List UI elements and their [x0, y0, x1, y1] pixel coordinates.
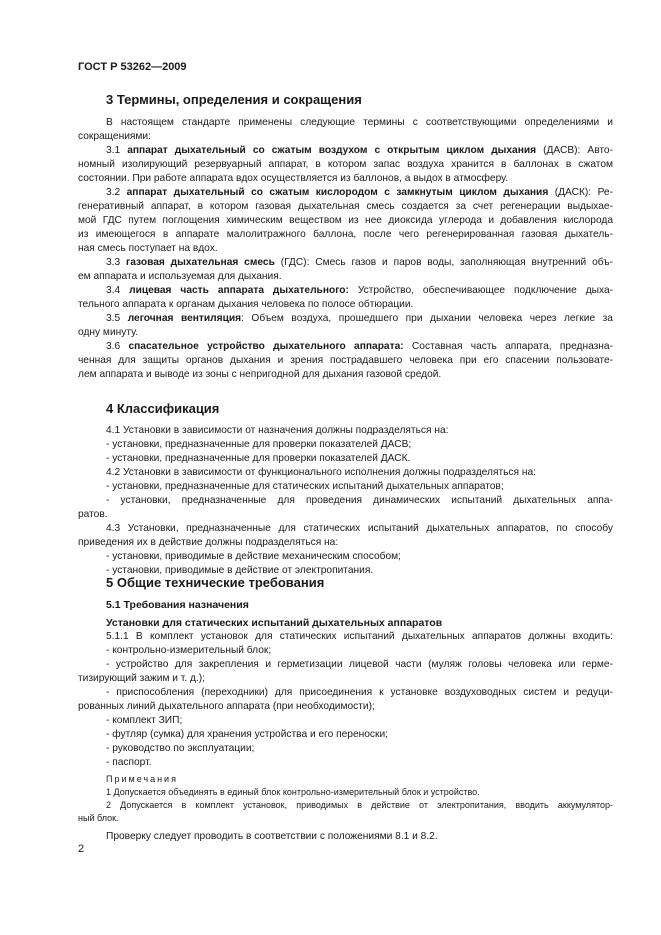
notes-title: Примечания [106, 774, 178, 784]
term-3-6-term: спасательное устройство дыхательного аппарата: [128, 341, 404, 352]
classification-line-2: - установки, предназначенные для проверки показателей ДАСВ; [106, 439, 412, 450]
term-3-2-line-3: мой ГДС путем поглощения химическим веществом из нее диоксида углерода и добавления кислорода [78, 215, 613, 226]
section-3-intro-line-2: сокращениями: [78, 131, 151, 142]
closing-text: Проверку следует проводить в соответствии с положениями 8.1 и 8.2. [106, 831, 438, 842]
term-3-2-rest: (ДАСК): Ре- [548, 187, 613, 198]
section-5-title: 5 Общие технические требования [106, 575, 325, 590]
classification-line-9: приведения их в действие должны подразделяться на: [78, 537, 339, 548]
term-3-5-rest: : Объем воздуха, прошедшего при дыхании человека через легкие за [241, 313, 613, 324]
term-3-6-rest: Составная часть аппарата, предназна- [403, 341, 613, 352]
term-3-1-line-3: состоянии. При работе аппарата вдох осуществляется из баллонов, а выдох в атмосферу. [78, 173, 509, 184]
term-3-5-first-line [106, 312, 613, 326]
subsection-static-title: Установки для статических испытаний дыхательных аппаратов [106, 617, 443, 629]
term-3-6-number: 3.6 [106, 341, 129, 352]
section-4-title: 4 Классификация [106, 401, 220, 416]
note-2-line-1: 2 Допускается в комплект установок, приводимых в действие от электропитания, вводить аккумулятор- [106, 800, 613, 810]
term-3-4-rest: Устройство, обеспечивающее подключение дыха- [348, 285, 614, 296]
term-3-2-line-2: генеративный аппарат, в котором газовая дыхательная смесь создается за счет регенерации выдыхае- [78, 201, 613, 212]
term-3-6-line-3: лем аппарата и выводе из зоны с непригодной для дыхания газовой средой. [78, 369, 442, 380]
term-3-4-number: 3.4 [106, 285, 130, 296]
requirements-line-1: 5.1.1 В комплект установок для статических испытаний дыхательных аппаратов должны входить: [106, 631, 613, 642]
term-3-3-first-line [106, 256, 613, 270]
term-3-2-number: 3.2 [106, 187, 127, 198]
classification-line-1: 4.1 Установки в зависимости от назначения должны подразделяться на: [106, 425, 449, 436]
requirements-line-2: - контрольно-измерительный блок; [106, 645, 272, 656]
term-3-6-first-line [106, 340, 613, 354]
classification-line-11: - установки, приводимые в действие от электропитания. [106, 565, 374, 576]
note-2-line-2: ный блок. [78, 813, 119, 823]
term-3-2-term: аппарат дыхательный со сжатым кислородом с замкнутым циклом дыхания [126, 187, 549, 198]
requirements-line-5: - приспособления (переходники) для присоединения к установке воздуховодных систем и редуци- [106, 687, 613, 698]
term-3-4-term: лицевая часть аппарата дыхательного: [129, 285, 349, 296]
term-3-3-number: 3.3 [106, 257, 127, 268]
requirements-line-7: - комплект ЗИП; [106, 715, 183, 726]
term-3-5-number: 3.5 [106, 313, 128, 324]
document-header: ГОСТ Р 53262—2009 [78, 61, 187, 73]
term-3-2-line-5: ная смесь поступает на вдох. [78, 243, 218, 254]
classification-line-4: 4.2 Установки в зависимости от функционального исполнения должны подразделяться на: [106, 467, 536, 478]
term-3-3-line-2: ем аппарата и используемая для дыхания. [78, 271, 282, 282]
note-1: 1 Допускается объединять в единый блок контрольно-измерительный блок и устройство. [106, 787, 480, 797]
term-3-1-number: 3.1 [106, 145, 128, 156]
classification-line-7: ратов. [78, 509, 108, 520]
term-3-1-first-line [106, 144, 613, 158]
term-3-1-rest: (ДАСВ): Авто- [536, 145, 613, 156]
term-3-2-first-line [106, 186, 613, 200]
section-3-title: 3 Термины, определения и сокращения [106, 92, 362, 107]
classification-line-8: 4.3 Установки, предназначенные для статических испытаний дыхательных аппаратов, по способу [106, 523, 613, 534]
term-3-1-line-2: номный изолирующий резервуарный аппарат, в котором запас воздуха хранится в баллонах в сжатом [78, 159, 613, 170]
subsection-5-1-title: 5.1 Требования назначения [106, 599, 249, 611]
term-3-5-term: легочная вентиляция [127, 313, 242, 324]
term-3-3-rest: (ГДС): Смесь газов и паров воды, заполняющая внутренний объ- [274, 257, 614, 268]
requirements-line-9: - руководство по эксплуатации; [106, 743, 255, 754]
term-3-4-line-2: тельного аппарата к органам дыхания человека по полосе обтюрации. [78, 299, 414, 310]
classification-line-10: - установки, приводимые в действие механическим способом; [106, 551, 401, 562]
term-3-1-term: аппарат дыхательный со сжатым воздухом с открытым циклом дыхания [127, 145, 537, 156]
classification-line-5: - установки, предназначенные для статических испытаний дыхательных аппаратов; [106, 481, 504, 492]
term-3-3-term: газовая дыхательная смесь [126, 257, 275, 268]
classification-line-3: - установки, предназначенные для проверки показателей ДАСК. [106, 453, 411, 464]
term-3-4-first-line [106, 284, 613, 298]
section-3-intro-line-1: В настоящем стандарте применены следующие термины с соответствующими определениями и [106, 117, 613, 128]
page-number: 2 [78, 843, 85, 855]
requirements-line-6: рованных линий дыхательного аппарата (при необходимости); [78, 701, 375, 712]
requirements-line-3: - устройство для закрепления и герметизации лицевой части (муляж головы человека или герме- [106, 659, 613, 670]
classification-line-6: - установки, предназначенные для проведения динамических испытаний дыхательных аппа- [106, 495, 613, 506]
term-3-5-line-2: одну минуту. [78, 327, 139, 338]
requirements-line-8: - футляр (сумка) для хранения устройства и его переноски; [106, 729, 389, 740]
requirements-line-10: - паспорт. [106, 757, 152, 768]
term-3-6-line-2: ченная для защиты органов дыхания и зрения пострадавшего человека при его спасении пользовате- [78, 355, 613, 366]
requirements-line-4: тизирующий зажим и т. д.); [78, 673, 205, 684]
term-3-2-line-4: из имеющегося в аппарате малолитражного баллона, после чего регенерированная газовая дыхатель- [78, 229, 613, 240]
